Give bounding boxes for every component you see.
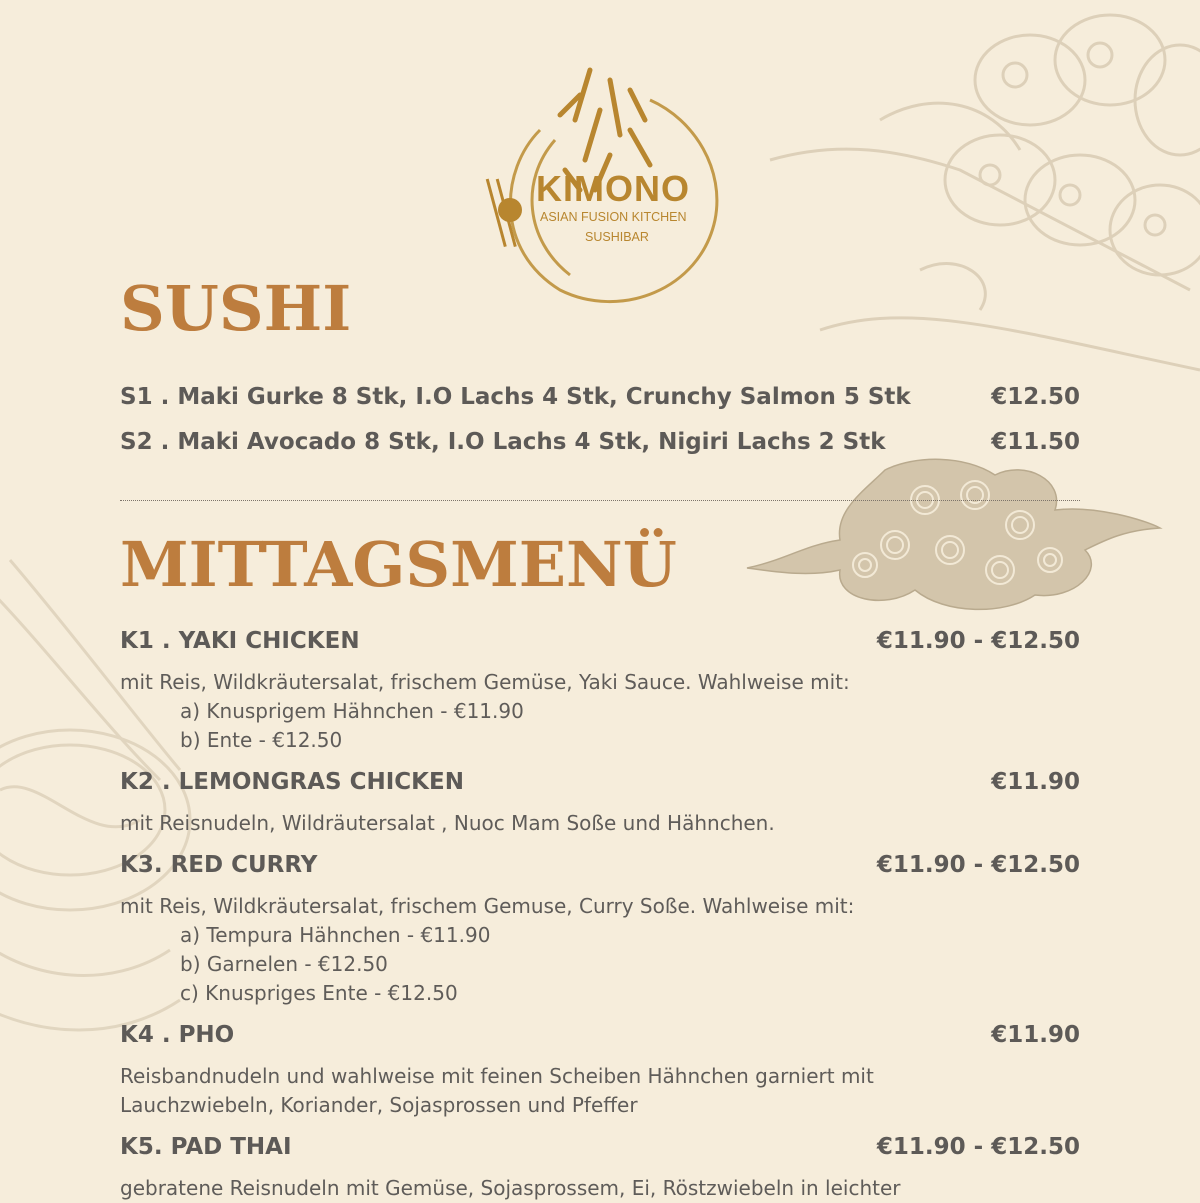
- sushi-sketch-illustration: [760, 0, 1200, 380]
- item-price: €11.90: [991, 769, 1080, 795]
- brand-subtitle-sushibar: SUSHIBAR: [585, 230, 649, 244]
- item-price: €11.50: [991, 429, 1080, 455]
- item-description: mit Reis, Wildkräutersalat, frischem Gemüse, Yaki Sauce. Wahlweise mit:: [120, 670, 850, 694]
- option: a) Tempura Hähnchen - €11.90: [180, 923, 491, 947]
- option: c) Knuspriges Ente - €12.50: [180, 981, 458, 1005]
- item-name: K2 . LEMONGRAS CHICKEN: [120, 769, 464, 795]
- item-description: mit Reisnudeln, Wildräutersalat , Nuoc Mam Soße und Hähnchen.: [120, 811, 775, 835]
- item-price: €11.90: [991, 1022, 1080, 1048]
- sushi-section-title: SUSHI: [120, 272, 352, 345]
- option: b) Ente - €12.50: [180, 728, 343, 752]
- item-description: mit Reis, Wildkräutersalat, frischem Gemuse, Curry Soße. Wahlweise mit:: [120, 894, 855, 918]
- sushi-item-s2: [120, 429, 1080, 463]
- item-price: €11.90 - €12.50: [876, 1134, 1080, 1160]
- item-price: €11.90 - €12.50: [876, 852, 1080, 878]
- item-name: S2 . Maki Avocado 8 Stk, I.O Lachs 4 Stk, Nigiri Lachs 2 Stk: [120, 429, 886, 455]
- item-description: [120, 1062, 1080, 1120]
- item-options: [180, 921, 490, 1008]
- item-options: [180, 697, 524, 755]
- item-name: K1 . YAKI CHICKEN: [120, 628, 360, 654]
- item-name: K4 . PHO: [120, 1022, 235, 1048]
- section-divider: [120, 500, 1080, 501]
- item-description: gebratene Reisnudeln mit Gemüse, Sojasprossem, Ei, Röstzwiebeln in leichter: [120, 1176, 901, 1200]
- kimono-logo: [480, 60, 740, 310]
- sushi-item-s1: [120, 384, 1080, 418]
- lunch-item-k1: [120, 628, 1080, 662]
- item-name: K3. RED CURRY: [120, 852, 318, 878]
- item-name: K5. PAD THAI: [120, 1134, 292, 1160]
- lunch-item-k2: [120, 769, 1080, 803]
- description-line: Lauchzwiebeln, Koriander, Sojasprossen und Pfeffer: [120, 1093, 638, 1117]
- lunch-item-k5: [120, 1134, 1080, 1168]
- brand-name: KIMONO: [536, 168, 690, 209]
- cloud-pattern-illustration: [745, 450, 1165, 620]
- description-line: Reisbandnudeln und wahlweise mit feinen Scheiben Hähnchen garniert mit: [120, 1064, 874, 1088]
- lunch-section-title: MITTAGSMENÜ: [120, 528, 677, 601]
- item-price: €12.50: [991, 384, 1080, 410]
- item-name: S1 . Maki Gurke 8 Stk, I.O Lachs 4 Stk, Crunchy Salmon 5 Stk: [120, 384, 911, 410]
- item-price: €11.90 - €12.50: [876, 628, 1080, 654]
- option: a) Knusprigem Hähnchen - €11.90: [180, 699, 524, 723]
- brand-subtitle: ASIAN FUSION KITCHEN: [540, 210, 687, 224]
- option: b) Garnelen - €12.50: [180, 952, 388, 976]
- lunch-item-k3: [120, 852, 1080, 886]
- lunch-item-k4: [120, 1022, 1080, 1056]
